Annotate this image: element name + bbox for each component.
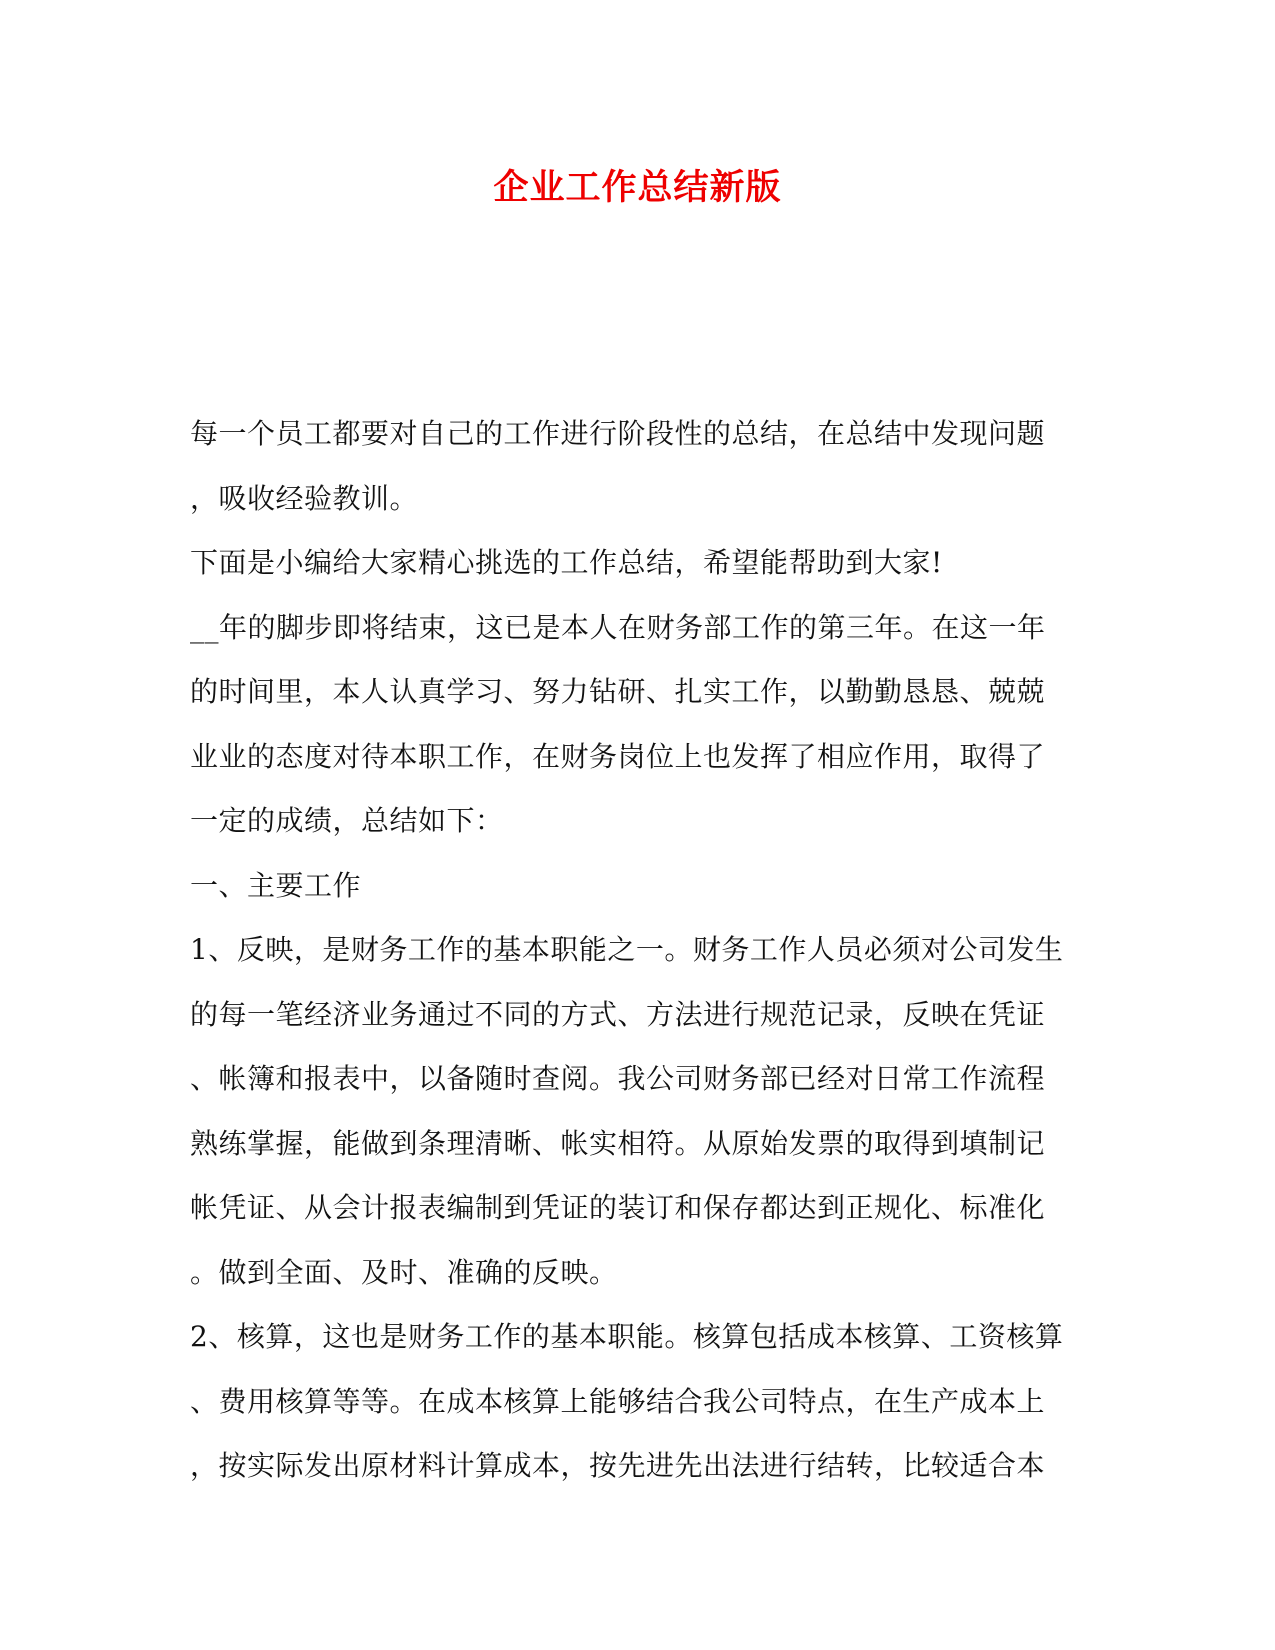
- body-line: ，吸收经验教训。: [190, 481, 419, 515]
- body-line: 帐凭证、从会计报表编制到凭证的装订和保存都达到正规化、标准化: [190, 1191, 1046, 1224]
- body-line: 的每一笔经济业务通过不同的方式、方法进行规范记录，反映在凭证: [190, 997, 1046, 1031]
- body-line: 每一个员工都要对自己的工作进行阶段性的总结，在总结中发现问题: [190, 417, 1046, 450]
- body-line: 一定的成绩，总结如下：: [190, 804, 504, 837]
- body-line: __年的脚步即将结束，这已是本人在财务部工作的第三年。在这一年: [190, 610, 1046, 644]
- body-line: 、帐簿和报表中，以备随时查阅。我公司财务部已经对日常工作流程: [190, 1062, 1046, 1095]
- body-line: 下面是小编给大家精心挑选的工作总结，希望能帮助到大家!: [190, 546, 943, 579]
- document-body: [190, 412, 1090, 1509]
- body-line: 的时间里，本人认真学习、努力钻研、扎实工作，以勤勤恳恳、兢兢: [190, 675, 1046, 708]
- section-heading: 一、主要工作: [190, 868, 362, 902]
- body-line: ，按实际发出原材料计算成本，按先进先出法进行结转，比较适合本: [190, 1449, 1046, 1482]
- body-line: 熟练掌握，能做到条理清晰、帐实相符。从原始发票的取得到填制记: [190, 1126, 1046, 1160]
- body-line: 业业的态度对待本职工作，在财务岗位上也发挥了相应作用，取得了: [190, 739, 1046, 773]
- body-line: 2、核算，这也是财务工作的基本职能。核算包括成本核算、工资核算: [190, 1320, 1064, 1353]
- body-line: 1、反映，是财务工作的基本职能之一。财务工作人员必须对公司发生: [190, 933, 1064, 966]
- body-line: 。做到全面、及时、准确的反映。: [190, 1255, 618, 1289]
- body-line: 、费用核算等等。在成本核算上能够结合我公司特点，在生产成本上: [190, 1384, 1046, 1418]
- document-title: 企业工作总结新版: [493, 167, 782, 208]
